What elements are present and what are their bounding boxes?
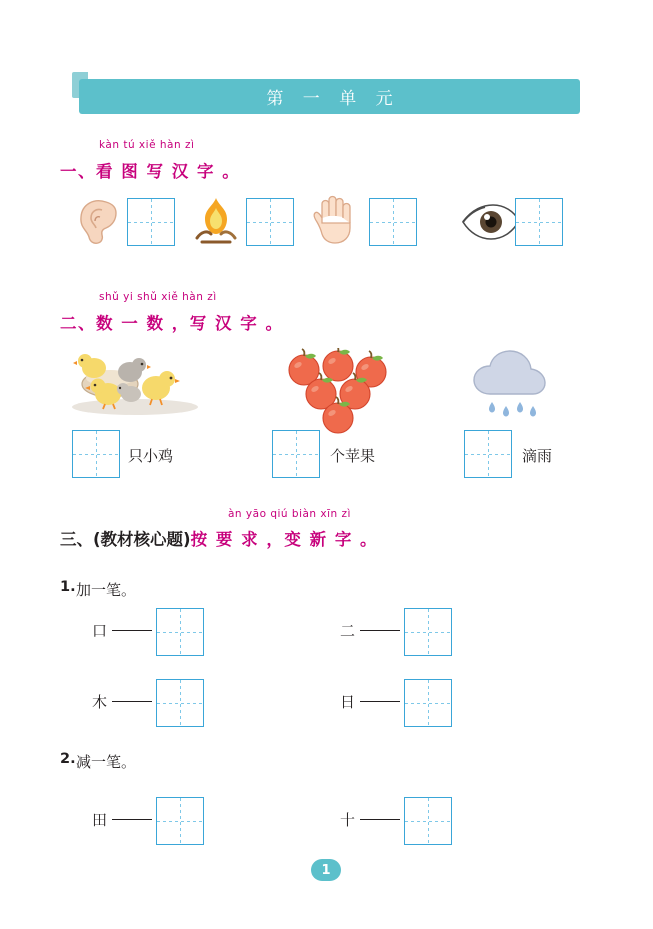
eye-illustration [460,202,522,242]
answer-grid-box-3-1[interactable] [156,608,204,656]
prompt-char-4: 日 [340,693,356,711]
dash-connector-5 [112,819,152,820]
hand-illustration [310,194,360,248]
answer-grid-box-1-1[interactable] [127,198,175,246]
chicks-illustration [68,344,203,416]
ear-illustration [72,196,124,248]
section-1-pinyin: kàn tú xiě hàn zì [99,139,195,151]
section-1-heading: 一、看 图 写 汉 字 。 [60,162,241,181]
answer-grid-box-4-2[interactable] [404,797,452,845]
answer-grid-box-4-1[interactable] [156,797,204,845]
answer-grid-box-3-3[interactable] [156,679,204,727]
answer-grid-box-1-2[interactable] [246,198,294,246]
prompt-char-3: 木 [92,693,108,711]
fire-illustration [189,194,243,248]
prompt-char-5: 田 [92,811,108,829]
prompt-char-1: 口 [92,622,108,640]
section-2-pinyin: shǔ yi shǔ xiě hàn zì [99,291,217,303]
answer-grid-box-3-4[interactable] [404,679,452,727]
subsection-1-title: 加一笔。 [76,581,137,599]
answer-grid-box-2-3[interactable] [464,430,512,478]
apples-illustration [276,348,396,434]
subsection-2-title: 减一笔。 [76,753,137,771]
subsection-1-number: 1. [60,579,76,595]
dash-connector-2 [360,630,400,631]
section-3-heading-pink: 按 要 求 ，变 新 字 。 [190,530,379,549]
section-3-heading-prefix [60,526,378,550]
count-label-rain: 滴雨 [522,447,553,465]
dash-connector-4 [360,701,400,702]
dash-connector-3 [112,701,152,702]
answer-grid-box-1-3[interactable] [369,198,417,246]
section-2-heading: 二、数 一 数 ，写 汉 字 。 [60,314,284,333]
unit-banner [72,72,580,114]
prompt-char-6: 十 [340,811,356,829]
answer-grid-box-2-1[interactable] [72,430,120,478]
count-label-apples: 个苹果 [330,447,376,465]
banner-bar [79,79,580,114]
answer-grid-box-3-2[interactable] [404,608,452,656]
answer-grid-box-2-2[interactable] [272,430,320,478]
section-3-pinyin: àn yāo qiú biàn xīn zì [228,508,351,520]
section-3-heading-plain: 三、(教材核心题) [60,530,191,549]
subsection-2-number: 2. [60,751,76,767]
page-number-badge: 1 [311,859,341,881]
count-label-chicks: 只小鸡 [128,447,174,465]
unit-title: 第 一 单 元 [266,89,400,109]
dash-connector-1 [112,630,152,631]
raincloud-illustration [470,348,552,422]
answer-grid-box-1-4[interactable] [515,198,563,246]
dash-connector-6 [360,819,400,820]
prompt-char-2: 二 [340,622,356,640]
